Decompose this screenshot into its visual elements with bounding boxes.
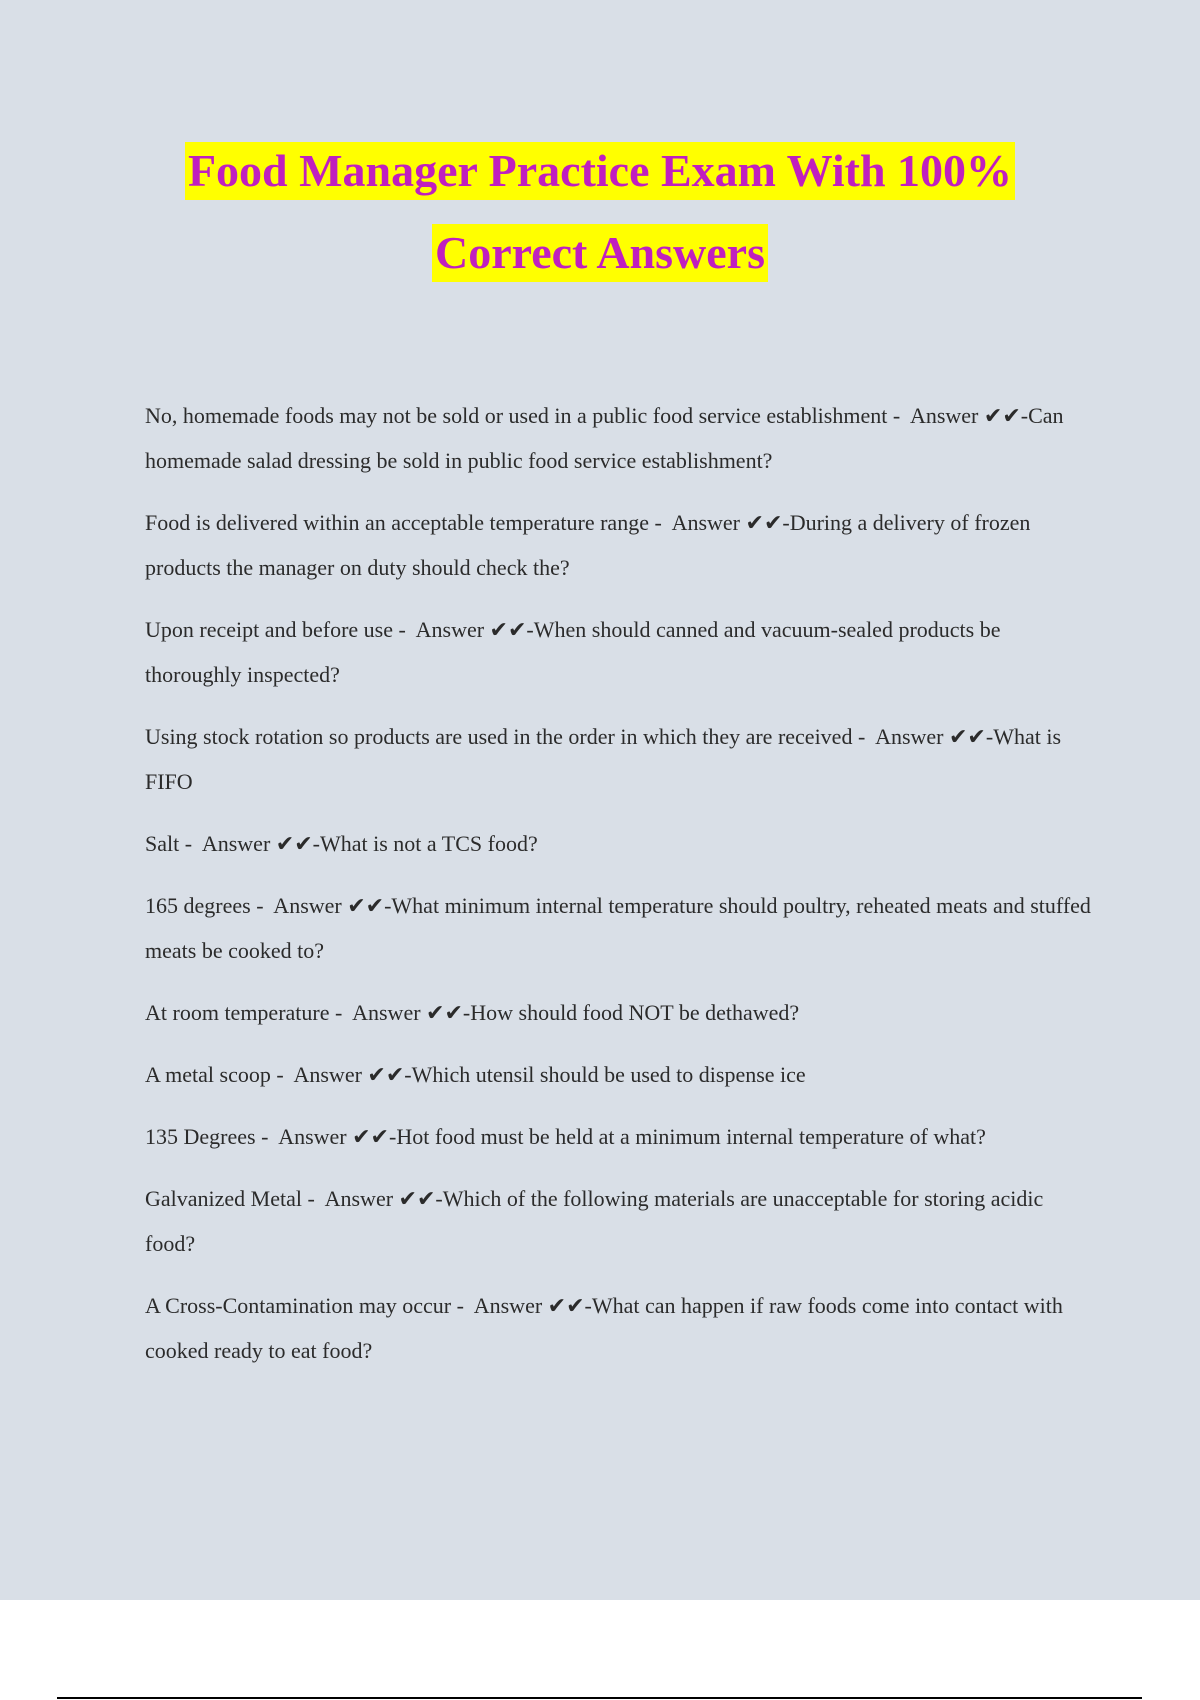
qa-question: What can happen if raw foods come into contact with cooked ready to eat food? (145, 1293, 1069, 1363)
qa-item (145, 1176, 1095, 1266)
qa-answer: Galvanized Metal (145, 1186, 302, 1211)
qa-item (145, 1052, 1095, 1097)
qa-answer: At room temperature (145, 1000, 330, 1025)
qa-question: What minimum internal temperature should poultry, reheated meats and stuffed meats be cooked to? (145, 893, 1097, 963)
title-line-1: Food Manager Practice Exam With 100% (185, 142, 1015, 200)
qa-answer: 135 Degrees (145, 1124, 256, 1149)
qa-question: What is FIFO (145, 724, 1067, 794)
qa-question: How should food NOT be dethawed? (470, 1000, 800, 1025)
answer-marker: - Answer ✔✔- (451, 1293, 592, 1318)
qa-answer: No, homemade foods may not be sold or used in a public food service establishment (145, 403, 888, 428)
answer-marker: - Answer ✔✔- (887, 403, 1029, 428)
answer-marker: - Answer ✔✔- (255, 1124, 397, 1149)
footer-rule (57, 1697, 1142, 1699)
qa-question: When should canned and vacuum-sealed products be thoroughly inspected? (145, 617, 1006, 687)
answer-marker: - Answer ✔✔- (270, 1062, 412, 1087)
qa-question: Hot food must be held at a minimum internal temperature of what? (396, 1124, 986, 1149)
answer-marker: - Answer ✔✔- (302, 1186, 443, 1211)
qa-question: Which utensil should be used to dispense ice (411, 1062, 806, 1087)
answer-marker: - Answer ✔✔- (329, 1000, 471, 1025)
qa-answer: A metal scoop (145, 1062, 271, 1087)
qa-question: Which of the following materials are unacceptable for storing acidic food? (145, 1186, 1049, 1256)
answer-marker: - Answer ✔✔- (179, 831, 320, 856)
answer-marker: - Answer ✔✔- (852, 724, 994, 749)
answer-marker: - Answer ✔✔- (393, 617, 534, 642)
qa-answer: Food is delivered within an acceptable temperature range (145, 510, 649, 535)
qa-answer: Salt (145, 831, 180, 856)
qa-answer: Using stock rotation so products are used in the order in which they are received (145, 724, 853, 749)
qa-question: What is not a TCS food? (319, 831, 538, 856)
qa-item (145, 1283, 1095, 1373)
qa-answer: 165 degrees (145, 893, 251, 918)
title-line-2: Correct Answers (432, 224, 768, 282)
document-title (0, 142, 1200, 282)
qa-answer: Upon receipt and before use (145, 617, 394, 642)
qa-list (145, 393, 1095, 1390)
qa-item (145, 500, 1095, 590)
qa-item (145, 821, 1095, 866)
qa-answer: A Cross-Contamination may occur (145, 1293, 452, 1318)
qa-item (145, 714, 1095, 804)
answer-marker: - Answer ✔✔- (250, 893, 392, 918)
qa-item (145, 1114, 1095, 1159)
qa-item (145, 883, 1095, 973)
qa-question: Can homemade salad dressing be sold in public food service establishment? (145, 403, 1070, 473)
answer-marker: - Answer ✔✔- (648, 510, 790, 535)
qa-item (145, 607, 1095, 697)
qa-item (145, 990, 1095, 1035)
qa-question: During a delivery of frozen products the manager on duty should check the? (145, 510, 1036, 580)
qa-item (145, 393, 1095, 483)
